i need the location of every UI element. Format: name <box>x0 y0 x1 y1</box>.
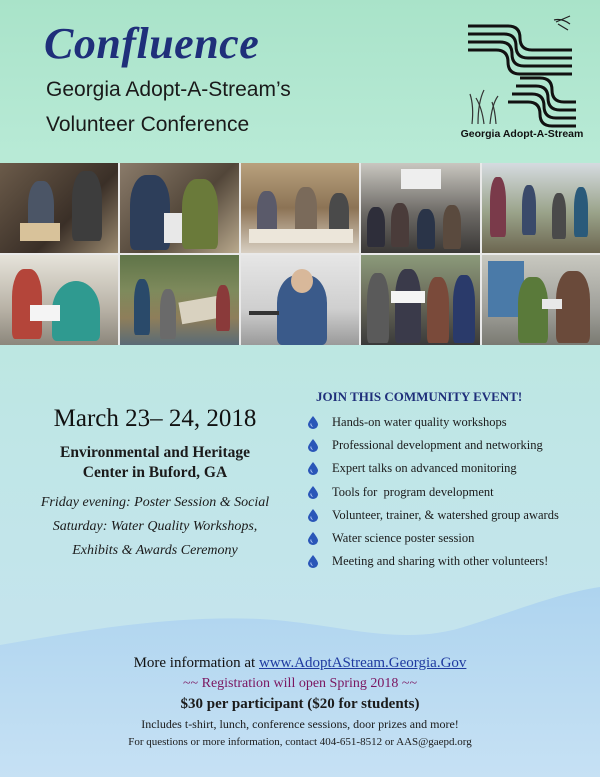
list-item <box>308 504 593 527</box>
schedule-line: Saturday: Water Quality Workshops, <box>52 519 258 534</box>
list-item <box>308 550 593 573</box>
list-item-text: Volunteer, trainer, & watershed group awards <box>332 507 559 522</box>
list-item <box>308 411 593 434</box>
price: $30 per participant ($20 for students) <box>180 696 420 712</box>
venue-line2: Center in Buford, GA <box>82 464 228 481</box>
list-item-text: Hands-on water quality workshops <box>332 415 507 430</box>
event-date: March 23– 24, 2018 <box>53 405 257 432</box>
photo-outdoor-stream <box>482 163 600 253</box>
includes: Includes t-shirt, lunch, conference sessions, door prizes and more! <box>141 717 459 731</box>
water-drop-icon <box>308 555 318 568</box>
water-drop-icon <box>308 416 318 429</box>
photo-group-papers <box>361 255 479 345</box>
header <box>0 0 600 162</box>
list-item-text: Meeting and sharing with other volunteers! <box>332 554 549 569</box>
venue-line1: Environmental and Heritage <box>59 444 251 461</box>
contact-info: For questions or more information, contact 404-651-8512 or AAS@gaepd.org <box>128 736 472 748</box>
registration-notice: ~~ Registration will open Spring 2018 ~~ <box>182 676 418 691</box>
photo-awards <box>482 255 600 345</box>
photo-volunteer-smiling <box>0 255 118 345</box>
stream-logo-icon <box>458 14 586 142</box>
schedule-line: Exhibits & Awards Ceremony <box>72 543 238 558</box>
subtitle-line1: Georgia Adopt-A-Stream’s <box>46 78 291 101</box>
photo-lab-microscope <box>0 163 118 253</box>
footer <box>0 655 600 748</box>
list-item-text: Professional development and networking <box>332 438 543 453</box>
list-item-text: Tools for program development <box>332 484 494 499</box>
water-drop-icon <box>308 439 318 452</box>
water-drop-icon <box>308 509 318 522</box>
photo-students-microscope <box>120 163 238 253</box>
photo-collage <box>0 163 600 345</box>
event-details <box>20 405 290 563</box>
photo-stream-sampling <box>120 255 238 345</box>
website-link[interactable]: www.AdoptAStream.Georgia.Gov <box>258 655 467 671</box>
list-item <box>308 457 593 480</box>
conference-title: Confluence <box>44 19 260 68</box>
benefits-list <box>308 411 593 573</box>
event-venue <box>20 443 290 483</box>
more-info <box>0 655 600 672</box>
photo-workshop-tables <box>241 163 359 253</box>
more-info-prefix: More information at <box>133 655 259 671</box>
list-item <box>308 434 593 457</box>
join-heading: JOIN THIS COMMUNITY EVENT! <box>316 389 523 404</box>
list-item-text: Expert talks on advanced monitoring <box>332 461 517 476</box>
subtitle-line2: Volunteer Conference <box>46 113 250 136</box>
water-drop-icon <box>308 532 318 545</box>
schedule-line: Friday evening: Poster Session & Social <box>40 495 270 510</box>
photo-speaker-talk <box>241 255 359 345</box>
join-section <box>308 389 593 573</box>
photo-audience-hall <box>361 163 479 253</box>
list-item <box>308 527 593 550</box>
water-drop-icon <box>308 486 318 499</box>
water-drop-icon <box>308 462 318 475</box>
logo-caption: Georgia Adopt-A-Stream <box>460 128 584 140</box>
event-schedule <box>20 491 290 563</box>
list-item-text: Water science poster session <box>332 531 475 546</box>
list-item <box>308 481 593 504</box>
